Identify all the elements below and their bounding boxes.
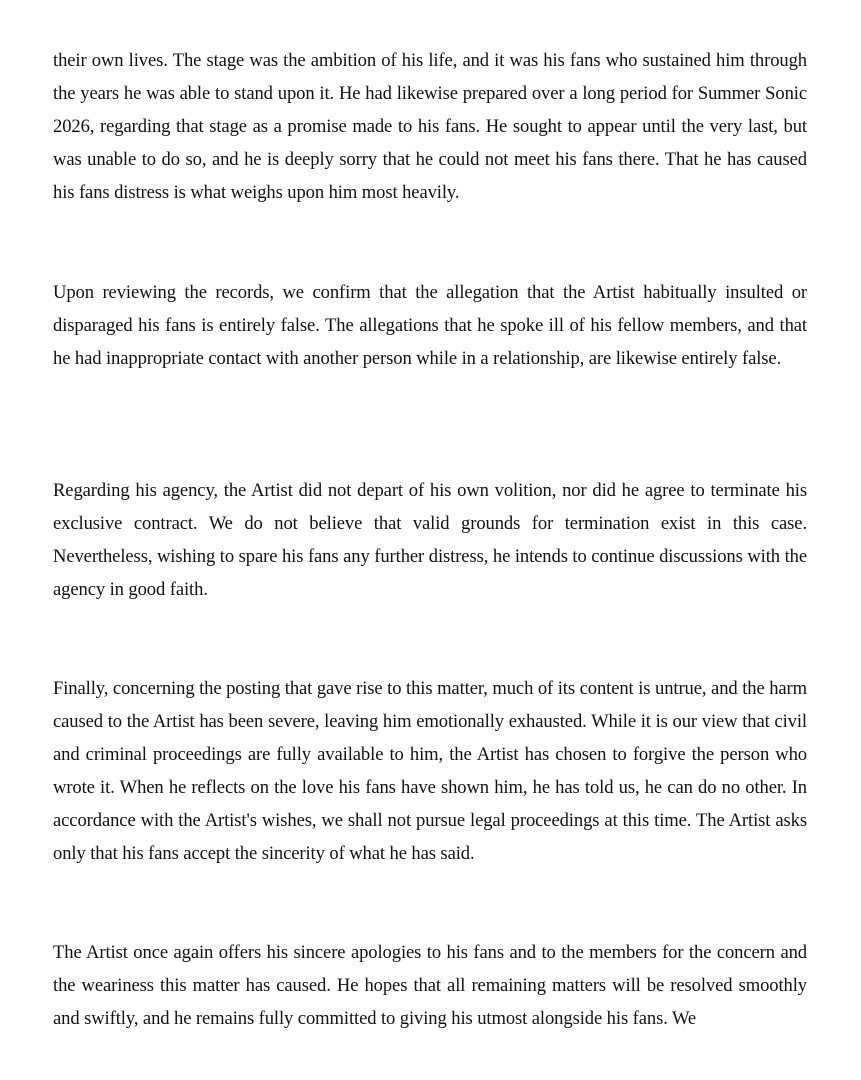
statement-page bbox=[53, 0, 807, 1080]
paragraph-agency-contract: Regarding his agency, the Artist did not depart of his own volition, nor did he agree to terminate his exclusive contract. We do not believe that valid grounds for termination exist in this case. Nevertheless, wishing to spare his fans any further distress, he intends to continue discussions with the agency in good faith. bbox=[53, 480, 807, 600]
paragraph-apology: The Artist once again offers his sincere apologies to his fans and to the members for the concern and the weariness this matter has caused. He hopes that all remaining matters will be resolved smoothly and swiftly, and he remains fully committed to giving his utmost alongside his fans. We bbox=[53, 942, 807, 1029]
paragraph-stage-and-fans: their own lives. The stage was the ambition of his life, and it was his fans who sustained him through the years he was able to stand upon it. He had likewise prepared over a long period for Summer Sonic 2026, regarding that stage as a promise made to his fans. He sought to appear until the very last, but was unable to do so, and he is deeply sorry that he could not meet his fans there. That he has caused his fans distress is what weighs upon him most heavily. bbox=[53, 50, 807, 203]
paragraph-posting-forgiveness: Finally, concerning the posting that gave rise to this matter, much of its content is untrue, and the harm caused to the Artist has been severe, leaving him emotionally exhausted. While it is our view that civil and criminal proceedings are fully available to him, the Artist has chosen to forgive the person who wrote it. When he reflects on the love his fans have shown him, he has told us, he can do no other. In accordance with the Artist's wishes, we shall not pursue legal proceedings at this time. The Artist asks only that his fans accept the sincerity of what he has said. bbox=[53, 678, 807, 864]
paragraph-allegations-false: Upon reviewing the records, we confirm that the allegation that the Artist habitually insulted or disparaged his fans is entirely false. The allegations that he spoke ill of his fellow members, and that he had inappropriate contact with another person while in a relationship, are likewise entirely false. bbox=[53, 282, 807, 369]
